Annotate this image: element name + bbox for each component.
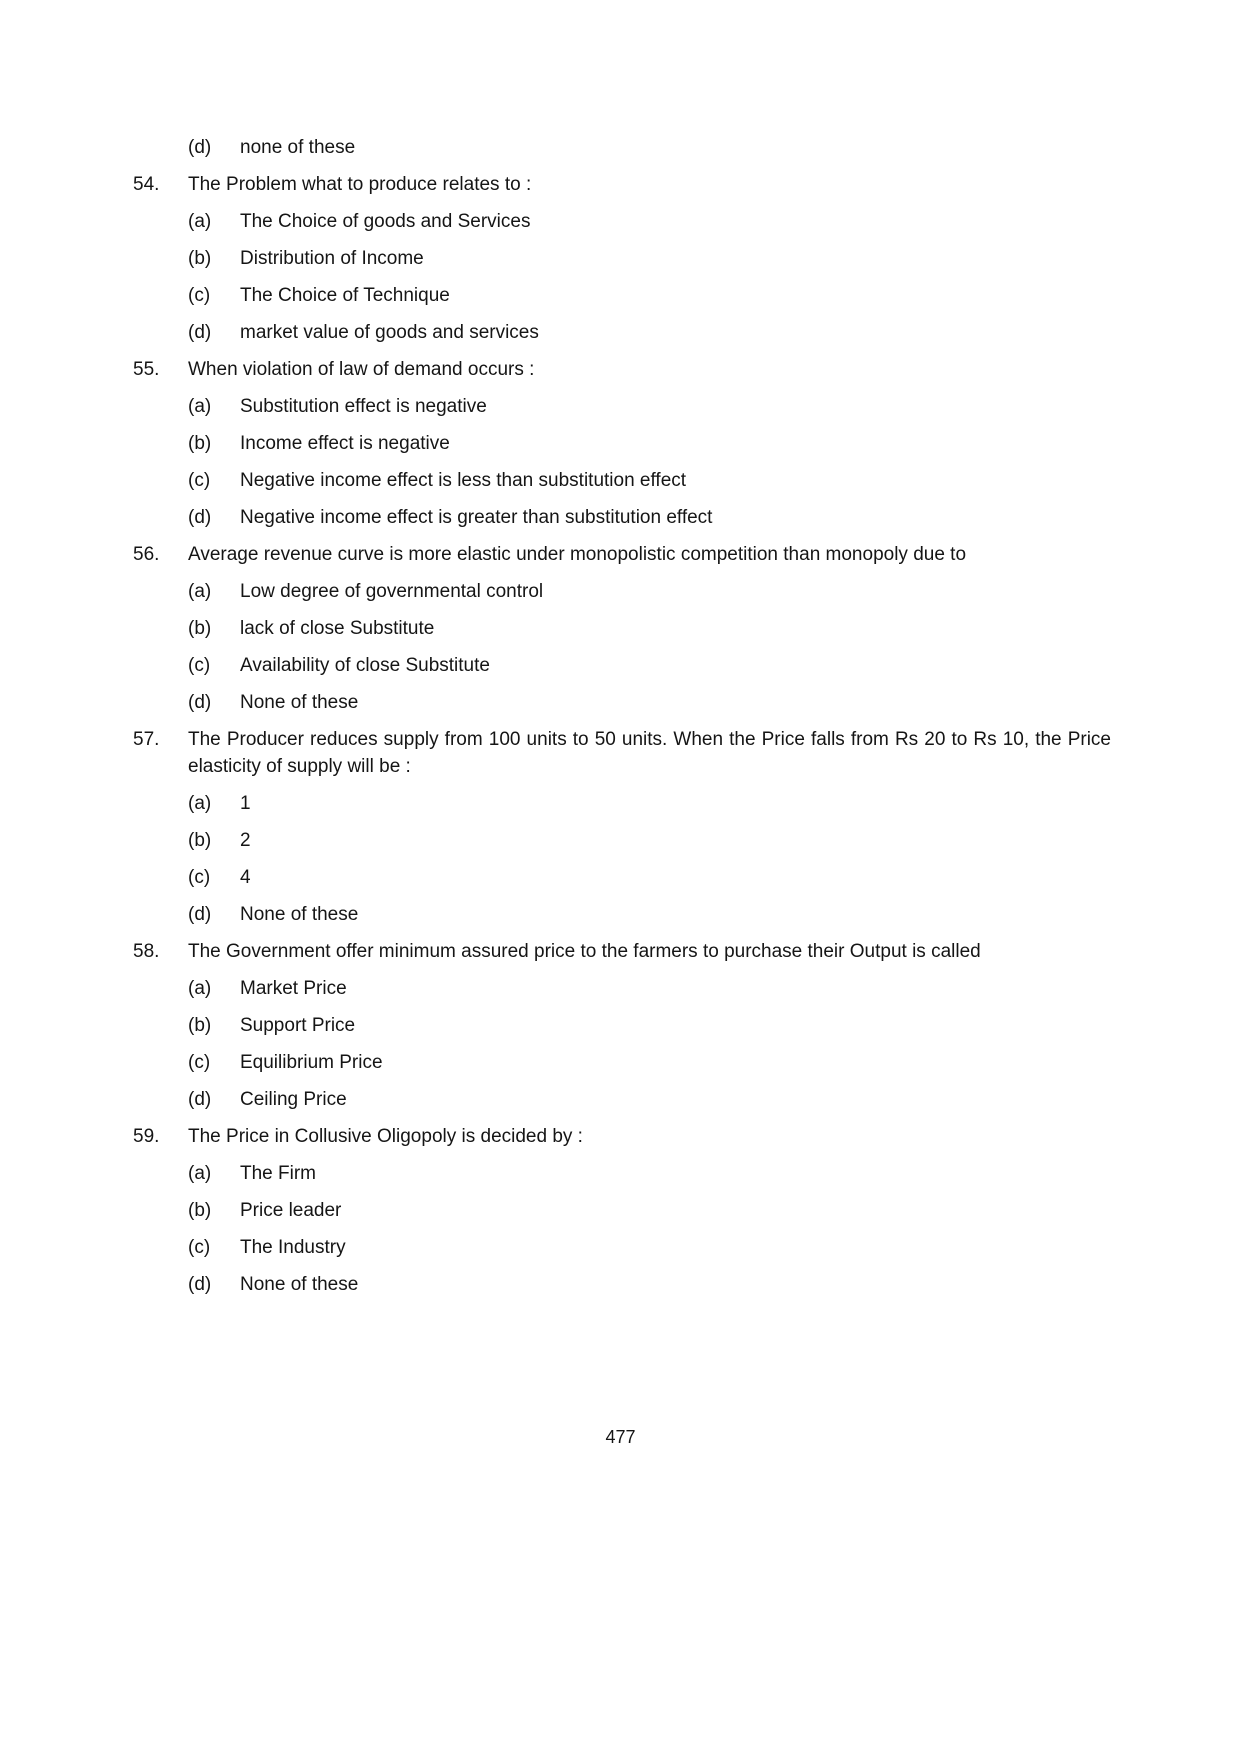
question-item bbox=[133, 171, 1111, 198]
option-text: None of these bbox=[240, 1274, 359, 1295]
option-text: Distribution of Income bbox=[240, 248, 424, 269]
option-row bbox=[188, 578, 1111, 605]
option-row bbox=[188, 615, 1111, 642]
question-text: The Producer reduces supply from 100 units to 50 units. When the Price falls from Rs 20 to Rs 10, the Price elasticity of supply will be : bbox=[188, 729, 1111, 777]
option-row bbox=[188, 1086, 1111, 1113]
option-text: none of these bbox=[240, 137, 356, 158]
option-letter: (a) bbox=[188, 793, 212, 814]
question-number: 54. bbox=[133, 174, 160, 195]
question-number: 57. bbox=[133, 729, 160, 750]
option-row bbox=[188, 689, 1111, 716]
option-text: 4 bbox=[240, 867, 251, 888]
questions-list bbox=[133, 171, 1111, 1298]
option-letter: (c) bbox=[188, 470, 211, 491]
option-letter: (b) bbox=[188, 618, 212, 639]
option-row bbox=[188, 430, 1111, 457]
option-text: Low degree of governmental control bbox=[240, 581, 544, 602]
page-number: 477 bbox=[605, 1427, 636, 1447]
option-letter: (c) bbox=[188, 655, 211, 676]
option-text: None of these bbox=[240, 692, 359, 713]
question-item bbox=[133, 541, 1111, 568]
option-text: Equilibrium Price bbox=[240, 1052, 383, 1073]
option-row bbox=[188, 864, 1111, 891]
option-row bbox=[188, 208, 1111, 235]
option-letter: (b) bbox=[188, 830, 212, 851]
option-letter: (b) bbox=[188, 1200, 212, 1221]
option-text: Ceiling Price bbox=[240, 1089, 347, 1110]
option-letter: (a) bbox=[188, 396, 212, 417]
option-letter: (d) bbox=[188, 507, 212, 528]
question-item bbox=[133, 938, 1111, 965]
question-text: The Price in Collusive Oligopoly is decided by : bbox=[188, 1126, 583, 1147]
option-letter: (d) bbox=[188, 137, 212, 158]
option-row bbox=[188, 245, 1111, 272]
option-text: market value of goods and services bbox=[240, 322, 539, 343]
option-text: Price leader bbox=[240, 1200, 342, 1221]
option-letter: (d) bbox=[188, 1274, 212, 1295]
option-text: Income effect is negative bbox=[240, 433, 450, 454]
option-letter: (c) bbox=[188, 867, 211, 888]
option-letter: (d) bbox=[188, 904, 212, 925]
option-row bbox=[188, 1049, 1111, 1076]
option-row bbox=[188, 1160, 1111, 1187]
question-number: 56. bbox=[133, 544, 160, 565]
option-text: Negative income effect is greater than substitution effect bbox=[240, 507, 713, 528]
option-row bbox=[188, 652, 1111, 679]
question-number: 55. bbox=[133, 359, 160, 380]
option-letter: (d) bbox=[188, 692, 212, 713]
question-item bbox=[133, 726, 1111, 780]
option-row bbox=[188, 827, 1111, 854]
question-text: Average revenue curve is more elastic under monopolistic competition than monopoly due to bbox=[188, 544, 967, 565]
option-text: Support Price bbox=[240, 1015, 356, 1036]
option-letter: (b) bbox=[188, 1015, 212, 1036]
questions-section bbox=[133, 134, 1111, 1308]
option-row bbox=[188, 1234, 1111, 1261]
option-row bbox=[188, 790, 1111, 817]
question-item bbox=[133, 356, 1111, 383]
question-number: 58. bbox=[133, 941, 160, 962]
option-text: 2 bbox=[240, 830, 251, 851]
option-text: The Firm bbox=[240, 1163, 316, 1184]
option-letter: (a) bbox=[188, 1163, 212, 1184]
question-item bbox=[133, 1123, 1111, 1150]
question-text: When violation of law of demand occurs : bbox=[188, 359, 535, 380]
option-text: The Choice of Technique bbox=[240, 285, 450, 306]
option-row bbox=[188, 393, 1111, 420]
option-row bbox=[188, 134, 1111, 161]
option-letter: (b) bbox=[188, 248, 212, 269]
option-letter: (d) bbox=[188, 322, 212, 343]
option-text: 1 bbox=[240, 793, 251, 814]
question-text: The Government offer minimum assured price to the farmers to purchase their Output is called bbox=[188, 941, 981, 962]
option-letter: (a) bbox=[188, 581, 212, 602]
option-letter: (b) bbox=[188, 433, 212, 454]
option-letter: (c) bbox=[188, 285, 211, 306]
option-text: Market Price bbox=[240, 978, 347, 999]
option-text: The Industry bbox=[240, 1237, 346, 1258]
option-row bbox=[188, 901, 1111, 928]
option-text: Availability of close Substitute bbox=[240, 655, 490, 676]
option-row bbox=[188, 1197, 1111, 1224]
option-letter: (c) bbox=[188, 1237, 211, 1258]
question-text: The Problem what to produce relates to : bbox=[188, 174, 532, 195]
question-number: 59. bbox=[133, 1126, 160, 1147]
option-row bbox=[188, 467, 1111, 494]
option-row bbox=[188, 1012, 1111, 1039]
option-letter: (d) bbox=[188, 1089, 212, 1110]
option-letter: (a) bbox=[188, 211, 212, 232]
option-text: None of these bbox=[240, 904, 359, 925]
option-letter: (a) bbox=[188, 978, 212, 999]
option-row bbox=[188, 1271, 1111, 1298]
option-text: The Choice of goods and Services bbox=[240, 211, 531, 232]
option-row bbox=[188, 504, 1111, 531]
option-row bbox=[188, 975, 1111, 1002]
option-text: Negative income effect is less than substitution effect bbox=[240, 470, 687, 491]
option-text: Substitution effect is negative bbox=[240, 396, 487, 417]
option-row bbox=[188, 319, 1111, 346]
option-text: lack of close Substitute bbox=[240, 618, 435, 639]
option-row bbox=[188, 282, 1111, 309]
option-letter: (c) bbox=[188, 1052, 211, 1073]
